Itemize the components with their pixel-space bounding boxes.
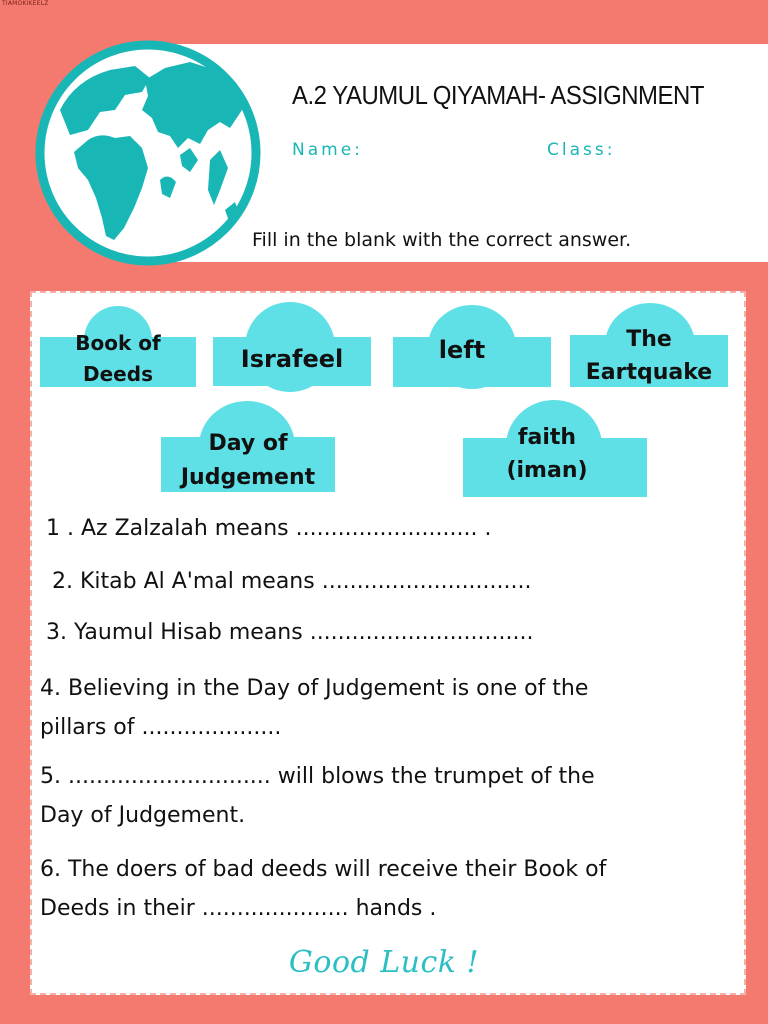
word-chip-label: (iman) [506,458,588,483]
question-3: 3. Yaumul Hisab means ................................ [46,620,534,645]
good-luck-text: Good Luck ! [288,945,480,980]
question-4-line-2: pillars of .................... [40,715,282,740]
instructions-text: Fill in the blank with the correct answer. [252,229,632,251]
question-2: 2. Kitab Al A'mal means .............................. [52,569,532,594]
word-chip-label: faith [517,425,577,450]
word-chip-label: Book of [75,331,161,355]
word-chip-label: Judgement [180,465,316,490]
page-title: A.2 YAUMUL QIYAMAH- ASSIGNMENT [292,80,704,110]
word-chip-label: Eartquake [585,360,713,385]
question-4-line-1: 4. Believing in the Day of Judgement is one of the [40,676,589,701]
word-chip-label: Day of [208,431,288,456]
word-chip-label: left [438,336,486,364]
question-6-line-1: 6. The doers of bad deeds will receive their Book of [40,857,607,882]
class-label: Class: [547,140,616,160]
word-chip-label: Israfeel [240,345,344,373]
word-chip-label: Deeds [83,362,153,386]
word-chip-label: The [626,327,672,352]
question-1: 1 . Az Zalzalah means .......................... . [46,516,492,541]
question-6-line-2: Deeds in their ..................... hands . [40,896,437,921]
watermark-text: TIAMOKIKEELZ [2,0,49,7]
globe-icon [30,40,266,266]
question-5-line-2: Day of Judgement. [40,803,246,828]
name-label: Name: [292,140,363,160]
question-5-line-1: 5. ............................. will blows the trumpet of the [40,764,595,789]
